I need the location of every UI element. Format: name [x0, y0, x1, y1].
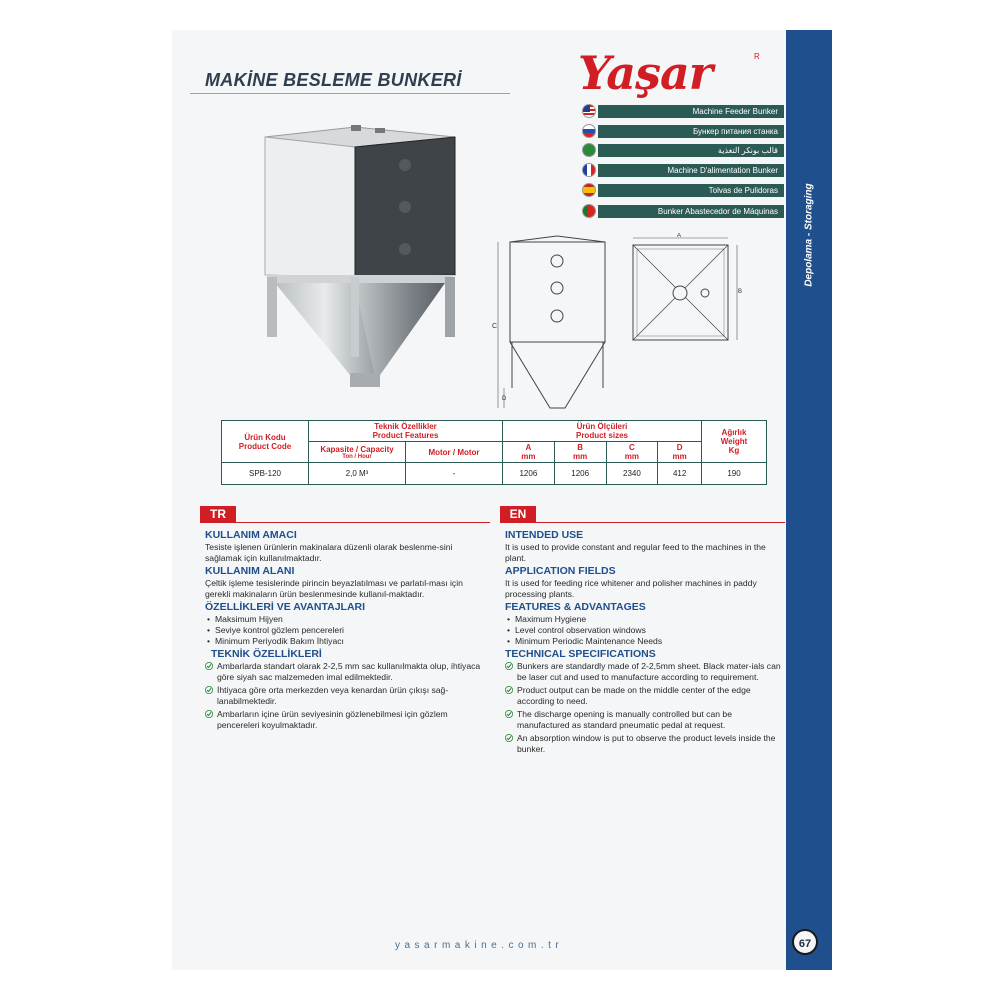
- cell-motor: -: [406, 463, 503, 485]
- col-b: [554, 442, 606, 463]
- unit-mm: mm: [672, 452, 687, 461]
- list-item: • Minimum Periodic Maintenance Needs: [505, 636, 785, 647]
- col-capacity: [309, 442, 406, 463]
- list-item: • Level control observation windows: [505, 625, 785, 636]
- lang-label: Bunker Abastecedor de Máquinas: [598, 205, 784, 218]
- features-tr: Teknik Özellikler: [374, 422, 437, 431]
- spec-text: Bunkers are standardly made of 2-2,5mm sheet. Black mater-ials can be laser cut and used to manufacture according to requirement.: [517, 661, 781, 682]
- list-item: [505, 685, 785, 707]
- tr-column: [205, 528, 490, 733]
- spec-text: Product output can be made on the middle center of the edge according to need.: [517, 685, 751, 706]
- product-code-en: Product Code: [238, 441, 292, 451]
- title-underline: [190, 93, 510, 94]
- cell-b: 1206: [554, 463, 606, 485]
- lang-label: قالب بونكر التغذية: [598, 144, 784, 157]
- bunker-photo: [255, 125, 470, 400]
- lang-row-es: [578, 183, 784, 197]
- unit-mm: mm: [624, 452, 640, 461]
- en-fields-title: APPLICATION FIELDS: [505, 565, 616, 577]
- list-item: • Minimum Periyodik Bakım İhtiyacı: [205, 636, 490, 647]
- website-footer[interactable]: yasarmakine.com.tr: [395, 940, 564, 951]
- es-flag-icon: [582, 183, 596, 197]
- en-fields-text: It is used for feeding rice whitener and polisher machines in paddy processing plants.: [505, 578, 757, 599]
- col-weight: [702, 421, 767, 463]
- col-c: [606, 442, 658, 463]
- page-title: MAKİNE BESLEME BUNKERİ: [205, 70, 462, 90]
- lang-label: Machine Feeder Bunker: [598, 105, 784, 118]
- dim-label-c: C: [492, 323, 498, 330]
- list-item: [505, 709, 785, 731]
- spec-text: Ambarların içine ürün seviyesinin gözlenebilmesi için gözlem pencereleri koyulmaktadır.: [217, 709, 448, 730]
- brand-logo: Yaşar: [578, 46, 713, 100]
- tr-specs-title: TEKNİK ÖZELLİKLERİ: [211, 648, 322, 660]
- label-c: C: [629, 443, 635, 452]
- side-view-drawing: [490, 228, 620, 418]
- tr-intended-use-text: Tesiste işlenen ürünlerin makinalara düzenli olarak beslenme-sini sağlamak için kullanılmaktadır.: [205, 542, 453, 563]
- label-a: A: [525, 443, 532, 452]
- col-a: [503, 442, 555, 463]
- list-item: [505, 733, 785, 755]
- tr-fields-text: Çeltik işleme tesislerinde pirincin beyazlatılması ve parlatıl-ması için gerekli makinaların ürün beslenmesinde kullanıl-maktadır.: [205, 578, 463, 599]
- cell-capacity: 2,0 M³: [309, 463, 406, 485]
- sizes-en: Product sizes: [575, 431, 628, 440]
- spec-table: [221, 420, 767, 485]
- en-tag: EN: [500, 506, 536, 522]
- spec-text: İhtiyaca göre orta merkezden veya kenardan ürün çıkışı sağ-lanabilmektedir.: [217, 685, 449, 706]
- ru-flag-icon: [582, 124, 596, 138]
- cell-c: 2340: [606, 463, 658, 485]
- en-specs-title: TECHNICAL SPECIFICATIONS: [505, 648, 656, 660]
- registered-mark: R: [754, 52, 760, 61]
- category-label: Depolama - Storaging: [803, 183, 815, 287]
- weight-unit: Kg: [728, 446, 740, 455]
- sa-flag-icon: [582, 143, 596, 157]
- list-item: [205, 661, 490, 683]
- dim-label-a: A: [677, 233, 682, 239]
- en-column: [505, 528, 785, 757]
- lang-label: Бункер питания станка: [598, 125, 784, 138]
- label-d: D: [676, 443, 683, 452]
- check-icon: [205, 662, 213, 670]
- spec-text: Ambarlarda standart olarak 2-2,5 mm sac kullanılmakta olup, ihtiyaca göre siyah sac malzemeden imal edilmektedir.: [217, 661, 481, 682]
- col-motor: Motor / Motor: [406, 442, 503, 463]
- check-icon: [505, 686, 513, 694]
- fr-flag-icon: [582, 163, 596, 177]
- label-b: B: [577, 443, 584, 452]
- list-item: [505, 661, 785, 683]
- capacity-unit: Ton / Hour: [342, 453, 372, 460]
- en-divider: [500, 522, 785, 523]
- cell-a: 1206: [503, 463, 555, 485]
- sidebar-band: [786, 30, 832, 970]
- col-features: [309, 421, 503, 442]
- check-icon: [205, 710, 213, 718]
- spec-text: An absorption window is put to observe the product levels inside the bunker.: [517, 733, 776, 754]
- lang-row-pt: [578, 204, 784, 218]
- tr-features-title: ÖZELLİKLERİ VE AVANTAJLARI: [205, 601, 366, 613]
- dim-label-b: B: [738, 289, 743, 295]
- unit-mm: mm: [521, 452, 536, 461]
- unit-mm: mm: [573, 452, 588, 461]
- table-row: [222, 463, 767, 485]
- tr-intended-use-title: KULLANIM AMACI: [205, 529, 297, 541]
- cell-d: 412: [658, 463, 702, 485]
- en-intended-use-text: It is used to provide constant and regular feed to the machines in the plant.: [505, 542, 766, 563]
- list-item: [205, 685, 490, 707]
- capacity-label: Kapasite / Capacity: [320, 444, 394, 454]
- lang-row-fr: [578, 163, 784, 177]
- features-en: Product Features: [372, 431, 439, 440]
- check-icon: [505, 662, 513, 670]
- check-icon: [205, 686, 213, 694]
- list-item: • Seviye kontrol gözlem pencereleri: [205, 625, 490, 636]
- lang-row-ru: [578, 124, 784, 138]
- cell-code: SPB-120: [222, 463, 309, 485]
- col-product-code: [222, 421, 309, 463]
- list-item: [205, 709, 490, 731]
- list-item: • Maximum Hygiene: [505, 614, 785, 625]
- col-sizes: [503, 421, 702, 442]
- list-item: • Maksimum Hijyen: [205, 614, 490, 625]
- product-code-tr: Ürün Kodu: [244, 432, 286, 442]
- en-intended-use-title: INTENDED USE: [505, 529, 584, 541]
- col-d: [658, 442, 702, 463]
- pt-flag-icon: [582, 204, 596, 218]
- weight-en: Weight: [720, 437, 748, 446]
- lang-row-ar: [578, 143, 784, 157]
- tr-divider: [200, 522, 490, 523]
- tr-fields-title: KULLANIM ALANI: [205, 565, 295, 577]
- check-icon: [505, 710, 513, 718]
- top-view-drawing: [625, 233, 745, 353]
- spec-text: The discharge opening is manually controlled but can be manufactured as standard pneumatic pedal at request.: [517, 709, 732, 730]
- cell-weight: 190: [702, 463, 767, 485]
- dim-label-d: D: [502, 396, 507, 402]
- lang-label: Tolvas de Pulidoras: [598, 184, 784, 197]
- us-flag-icon: [582, 104, 596, 118]
- sizes-tr: Ürün Ölçüleri: [576, 422, 628, 431]
- check-icon: [505, 734, 513, 742]
- weight-tr: Ağırlık: [721, 428, 747, 437]
- lang-row-en: [578, 104, 784, 118]
- tr-tag: TR: [200, 506, 236, 522]
- page-number: 67: [792, 929, 818, 955]
- en-features-title: FEATURES & ADVANTAGES: [505, 601, 646, 613]
- lang-label: Machine D'alimentation Bunker: [598, 164, 784, 177]
